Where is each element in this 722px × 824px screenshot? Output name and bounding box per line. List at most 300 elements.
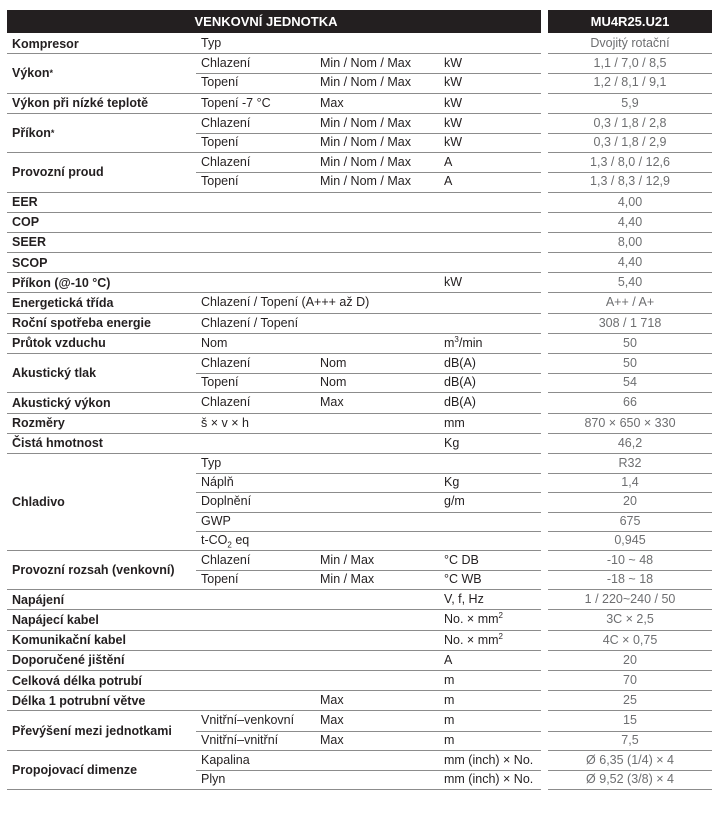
spec-qualifier [320,133,411,152]
column-gap [541,53,548,94]
unit-text: Kg [444,435,460,450]
value [548,414,712,433]
column-gap [541,252,548,274]
spec-label-text: Provozní rozsah (venkovní) [12,563,175,578]
spec-label-text: Příkon [12,125,51,140]
spec-label-text: EER [12,195,38,210]
unit [444,731,454,750]
column-gap [541,433,548,455]
column-gap [541,192,548,214]
spec-label-text: Délka 1 potrubní větve [12,693,146,708]
value-text: 50 [623,335,637,350]
spec-group [7,751,712,790]
spec-label-text: COP [12,215,40,230]
sub-label [201,492,251,511]
table-row [7,414,712,433]
value-text: 4,40 [617,255,643,270]
spec-group [7,153,712,192]
spec-group [7,414,712,434]
spec-qualifier [320,393,344,412]
value-text: 0,3 / 1,8 / 2,9 [593,134,667,149]
column-gap [541,113,548,154]
table-row [7,34,712,53]
spec-qualifier [320,354,346,373]
value-text: Dvojitý rotační [590,36,670,50]
unit-text: m [444,673,455,687]
value-text: 4,00 [617,194,643,209]
column-gap [541,413,548,435]
column-gap [541,152,548,193]
sub-label-text: Nom [201,335,228,350]
value-text: 20 [623,494,637,509]
value-text: 1,1 / 7,0 / 8,5 [593,56,667,71]
value [548,731,712,750]
sub-label [201,770,225,789]
sub-label-text: Chlazení [201,356,251,370]
column-gap [541,589,548,611]
value [548,570,712,589]
spec-qualifier [320,153,411,172]
sub-label-text: Vnitřní–vnitřní [201,732,279,747]
table-row [7,233,712,252]
sub-label-text: š × v × h [201,415,249,430]
table-row [7,253,712,272]
table-row [7,610,712,629]
spec-label-text: Kompresor [12,36,79,51]
value [548,454,712,473]
unit-text: g/m [444,494,465,509]
table-row [7,473,712,492]
sub-label-text: Topení [201,75,239,90]
sub-label [201,551,250,570]
sub-label-text: Kapalina [201,752,250,767]
spec-qualifier-text: Nom [320,356,347,370]
spec-group [7,273,712,293]
value [548,354,712,373]
unit [444,651,452,670]
sub-label-text: GWP [201,513,231,528]
sub-label [201,731,278,750]
spec-label-text: Napájení [12,592,65,607]
value-text: 1,4 [621,475,639,490]
spec-label-text: Výkon při nízké teplotě [12,96,149,111]
table-row [7,570,712,589]
spec-label-text: Doporučené jištění [12,653,125,668]
table-row [7,213,712,232]
spec-label-text: Propojovací dimenze [12,762,138,777]
value [548,434,712,453]
superscript: 3 [454,334,459,344]
value-text: 5,40 [617,275,643,290]
value [548,492,712,511]
value-text: Ø 9,52 (3/8) × 4 [586,771,674,786]
footnote-marker: * [49,68,54,79]
spec-qualifier [320,172,411,191]
table-row [7,551,712,570]
spec-group [7,114,712,153]
table-row [7,114,712,133]
table-row [7,434,712,453]
spec-group [7,54,712,93]
spec-group [7,94,712,114]
unit [444,590,484,609]
sub-label [201,570,239,589]
sub-label-text: Chlazení / Topení [201,315,299,330]
spec-group [7,393,712,413]
unit-text: dB(A) [444,356,476,370]
value [548,473,712,492]
sub-label-text: Typ [201,455,222,470]
spec-group [7,354,712,393]
sub-label-text: Vnitřní–venkovní [201,713,295,728]
column-gap [541,630,548,652]
table-row [7,54,712,73]
column-gap [541,690,548,712]
value-text: -10 ~ 48 [606,552,654,567]
value [548,551,712,570]
unit [444,54,462,73]
column-gap [541,93,548,115]
value-text: 1,3 / 8,0 / 12,6 [590,155,670,170]
value-text: 15 [623,713,637,728]
spec-qualifier-text: Min / Nom / Max [320,75,411,90]
spec-group [7,193,712,213]
spec-group [7,213,712,233]
sub-label [201,314,298,333]
value [548,114,712,133]
unit-text: kW [444,115,463,130]
sub-label-text: Typ [201,36,222,50]
value [548,334,712,353]
sub-label-text: Topení [201,134,239,149]
column-gap [541,609,548,631]
table-row [7,373,712,392]
sub-label-text: Doplnění [201,494,252,509]
sub-label [201,73,239,92]
column-gap [541,353,548,394]
table-row [7,770,712,789]
sub-label-text: Topení [201,174,239,189]
value [548,671,712,690]
column-gap [541,212,548,234]
spec-qualifier [320,691,344,710]
value [548,531,712,550]
value [548,711,712,730]
value [548,512,712,531]
spec-group [7,434,712,454]
unit-text: Kg [444,475,460,490]
unit [444,273,462,292]
table-row [7,94,712,113]
value [548,314,712,333]
unit-text: dB(A) [444,395,476,410]
table-row [7,354,712,373]
value-text: 66 [623,395,637,410]
table-row [7,691,712,710]
spec-label-text: SCOP [12,255,48,270]
spec-label-text: Výkon [12,66,50,81]
unit-text: V, f, Hz [444,592,484,607]
spec-group [7,651,712,671]
table-row [7,711,712,730]
header-title-text: VENKOVNÍ JEDNOTKA [194,14,338,29]
spec-qualifier [320,551,374,570]
spec-label-text: Provozní proud [12,165,104,180]
sub-label-text: Chlazení [201,395,251,410]
unit-text: No. × mm [444,632,499,647]
value-text: 25 [623,693,637,708]
unit [444,770,533,789]
table-row [7,454,712,473]
column-gap [541,272,548,294]
table-row [7,273,712,292]
unit [444,94,462,113]
sub-label [201,414,249,433]
value-text: Ø 6,35 (1/4) × 4 [586,752,674,767]
unit [444,610,503,629]
spec-qualifier-text: Max [320,395,344,410]
unit [444,631,503,650]
spec-qualifier [320,731,344,750]
unit-text: dB(A) [444,375,476,390]
spec-label-text: Celková délka potrubí [12,673,142,688]
value-text: 870 × 650 × 330 [584,415,676,430]
sub-label [201,512,231,531]
value [548,691,712,710]
spec-label-text: SEER [12,235,47,250]
spec-label-text: Průtok vzduchu [12,336,106,351]
unit-text: °C WB [444,572,482,587]
column-gap [541,710,548,751]
table-row [7,751,712,770]
spec-group [7,691,712,711]
value [548,273,712,292]
spec-qualifier-text: Min / Nom / Max [320,115,411,130]
value-text: A++ / A+ [605,295,655,310]
spec-label-text: Komunikační kabel [12,633,126,648]
column-gap [541,232,548,254]
sub-label-text: Náplň [201,475,234,490]
superscript: 2 [498,611,503,621]
spec-qualifier-text: Max [320,732,344,747]
unit-text: m [444,335,455,350]
spec-label-text: Převýšení mezi jednotkami [12,723,172,738]
spec-label-text: Roční spotřeba energie [12,316,151,331]
spec-qualifier [320,373,346,392]
spec-qualifier-text: Min / Nom / Max [320,155,411,170]
spec-label-text: Čistá hmotnost [12,436,103,451]
unit [444,133,462,152]
table-row [7,393,712,412]
unit [444,373,476,392]
value-text: 0,3 / 1,8 / 2,8 [593,115,667,130]
unit-text: No. × mm [444,612,499,627]
unit [444,334,483,353]
value [548,253,712,272]
unit-text: m [444,693,455,708]
table-row [7,153,712,172]
subscript: 2 [227,540,232,550]
value [548,393,712,412]
sub-label-text: Plyn [201,771,226,786]
spec-qualifier-text: Min / Max [320,572,375,587]
value [548,631,712,650]
sub-label [201,114,250,133]
spec-table [0,34,722,790]
unit [444,691,454,710]
spec-qualifier [320,94,344,113]
unit [444,172,452,191]
superscript: 2 [498,631,503,641]
unit-text: A [444,652,453,667]
table-row [7,133,712,152]
value-text: 7,5 [621,732,639,747]
sub-label [201,153,250,172]
sub-label [201,711,294,730]
unit [444,153,452,172]
value-text: 675 [619,513,641,528]
value [548,54,712,73]
column-gap [541,453,548,552]
spec-label-text: Energetická třída [12,296,114,311]
sub-label [201,172,239,191]
unit-text: kW [444,275,463,290]
sub-label-text: Chlazení [201,56,251,71]
value [548,610,712,629]
sub-label [201,531,249,550]
value-text: 4,40 [617,214,643,229]
table-row [7,492,712,511]
value-text: R32 [618,455,642,470]
unit [444,671,454,690]
value [548,213,712,232]
sub-label-text: Topení -7 °C [201,95,271,110]
column-gap [541,650,548,672]
value-text: 308 / 1 718 [598,315,662,330]
spec-qualifier [320,711,344,730]
unit-text: m [444,713,455,728]
value-text: 4C × 0,75 [602,632,658,647]
value [548,34,712,53]
table-row [7,671,712,690]
spec-qualifier-text: Max [320,713,344,728]
unit-text: kW [444,56,463,71]
sub-label-text: Topení [201,572,239,587]
unit [444,434,459,453]
sub-label [201,393,250,412]
sub-label [201,94,271,113]
spec-qualifier-text: Min / Nom / Max [320,174,411,189]
unit [444,393,476,412]
value [548,770,712,789]
value [548,751,712,770]
sub-label-text: t-CO [201,532,228,547]
value-text: 46,2 [617,435,643,450]
unit-text: A [444,174,453,189]
spec-group [7,590,712,610]
spec-qualifier [320,54,411,73]
value-text: 1 / 220~240 / 50 [584,592,676,607]
value [548,73,712,92]
table-row [7,172,712,191]
table-header-model: MU4R25.U21 [548,10,712,33]
column-gap [541,333,548,355]
value [548,172,712,191]
unit [444,711,454,730]
unit [444,551,479,570]
spec-qualifier-text: Min / Max [320,552,375,567]
value-text: -18 ~ 18 [606,572,654,587]
value-text: 54 [623,375,637,390]
table-row [7,531,712,550]
sub-label [201,454,221,473]
unit-text: mm [444,415,465,430]
sub-label [201,473,234,492]
unit [444,73,462,92]
value [548,153,712,172]
spec-group [7,551,712,590]
value [548,590,712,609]
sub-label [201,54,250,73]
sub-label [201,373,239,392]
spec-label-text: Příkon (@-10 °C) [12,275,111,290]
spec-group [7,253,712,273]
spec-label-text: Napájecí kabel [12,613,99,628]
unit-text: mm (inch) × No. [444,752,534,767]
value-text: 70 [623,673,637,687]
table-header-title [7,10,541,33]
unit-text: kW [444,75,463,90]
spec-qualifier [320,570,374,589]
unit [444,570,482,589]
spec-qualifier-text: Max [320,693,344,708]
value [548,193,712,212]
unit [444,114,462,133]
sub-label [201,354,250,373]
sub-label [201,293,369,312]
sub-label-suffix: eq [231,532,250,547]
table-row [7,731,712,750]
sub-label-text: Chlazení [201,155,251,170]
table-row [7,193,712,212]
spec-qualifier-text: Nom [320,375,347,390]
unit [444,492,465,511]
unit-text: m [444,732,455,747]
sub-label-text: Chlazení [201,552,251,567]
sub-label-text: Topení [201,375,239,390]
value-text: 8,00 [617,234,643,249]
unit-text: A [444,155,453,170]
table-row [7,334,712,353]
spec-label-text: Akustický výkon [12,395,111,410]
column-gap [541,392,548,414]
sub-label-text: Chlazení [201,115,251,130]
value-text: 3C × 2,5 [606,612,654,627]
value-text: 50 [623,356,637,370]
unit-suffix: /min [458,335,483,350]
unit-text: mm (inch) × No. [444,771,534,786]
column-gap [541,750,548,791]
value-text: 20 [623,652,637,667]
spec-qualifier [320,114,411,133]
spec-group [7,293,712,313]
column-gap [541,292,548,314]
spec-label-text: Chladivo [12,494,65,509]
sub-label [201,133,239,152]
value-text: 1,2 / 8,1 / 9,1 [593,75,667,90]
spec-qualifier [320,73,411,92]
value [548,233,712,252]
